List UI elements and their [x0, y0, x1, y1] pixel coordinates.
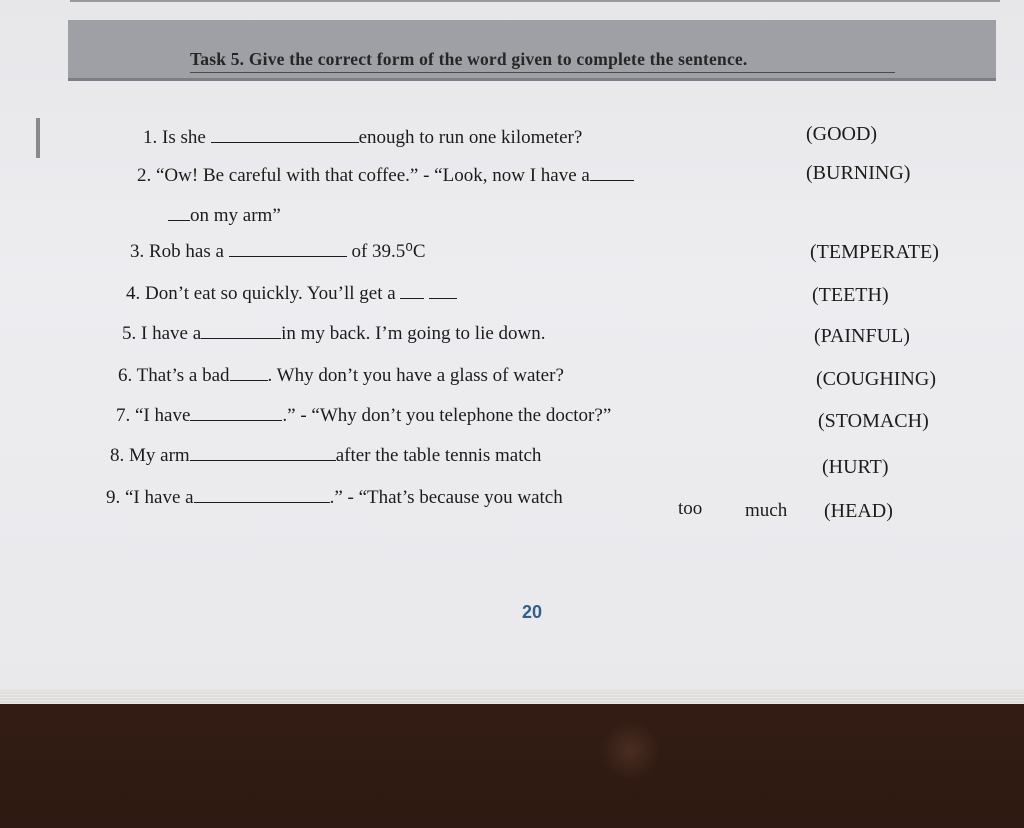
question-2 [137, 164, 634, 187]
top-rule [70, 0, 1000, 2]
question-9 [106, 486, 563, 509]
title-underline [190, 72, 895, 73]
answer-blank-8[interactable] [190, 444, 336, 461]
hint-word-3: (TEMPERATE) [810, 241, 939, 263]
question-4-prefix: 4. Don’t eat so quickly. You’ll get a [126, 283, 396, 304]
hint-word-5: (PAINFUL) [814, 325, 910, 347]
hint-word-8: (HURT) [822, 456, 889, 478]
question-9-prefix: 9. “I have a [106, 487, 194, 508]
answer-blank-7[interactable] [190, 404, 282, 421]
hint-word-4: (TEETH) [812, 284, 889, 306]
page-number: 20 [522, 602, 543, 622]
question-1-prefix: 1. Is she [143, 127, 206, 148]
question-3 [130, 240, 426, 263]
hint-word-7: (STOMACH) [818, 410, 929, 432]
question-2-suffix: on my arm” [190, 205, 281, 226]
question-1-suffix: enough to run one kilometer? [358, 127, 583, 148]
hint-word-6: (COUGHING) [816, 368, 936, 390]
task-title: Task 5. Give the correct form of the word given to complete the sentence. [190, 49, 748, 69]
answer-blank-6[interactable] [230, 364, 268, 381]
binding-mark [36, 118, 40, 158]
answer-blank-5[interactable] [201, 322, 281, 339]
answer-blank-3[interactable] [229, 240, 347, 257]
question-3-suffix: of 39.5⁰C [351, 241, 426, 262]
question-9-word-too: too [678, 498, 703, 519]
question-7-prefix: 7. “I have [116, 405, 191, 426]
question-6-suffix: . Why don’t you have a glass of water? [267, 365, 564, 386]
question-5-suffix: in my back. I’m going to lie down. [281, 323, 546, 344]
question-2-continued [168, 204, 281, 227]
question-8-suffix: after the table tennis match [335, 445, 542, 466]
question-4 [126, 282, 457, 305]
question-2-prefix: 2. “Ow! Be careful with that coffee.” - “Look, now I have a [137, 165, 590, 186]
answer-blank-9[interactable] [194, 486, 330, 503]
question-7 [116, 404, 611, 427]
question-5 [122, 322, 546, 345]
question-5-prefix: 5. I have a [122, 323, 202, 344]
question-6 [118, 364, 564, 387]
page-stack-edge [0, 690, 1024, 704]
question-9-word-much: much [745, 500, 788, 521]
table-reflection [600, 720, 660, 780]
answer-blank-2a[interactable] [590, 164, 634, 181]
question-6-prefix: 6. That’s a bad [118, 365, 230, 386]
question-3-prefix: 3. Rob has a [130, 241, 224, 262]
question-8-prefix: 8. My arm [110, 445, 190, 466]
question-9-suffix: .” - “That’s because you watch [329, 487, 563, 508]
hint-word-9: (HEAD) [824, 500, 893, 522]
question-7-suffix: .” - “Why don’t you telephone the doctor?” [282, 405, 612, 426]
answer-blank-4a[interactable] [400, 282, 424, 299]
hint-word-1: (GOOD) [806, 123, 878, 145]
answer-blank-2b[interactable] [168, 204, 190, 221]
question-1 [143, 126, 582, 149]
hint-word-2: (BURNING) [806, 162, 911, 184]
question-8 [110, 444, 541, 467]
answer-blank-4b[interactable] [429, 282, 457, 299]
answer-blank-1[interactable] [211, 126, 359, 143]
